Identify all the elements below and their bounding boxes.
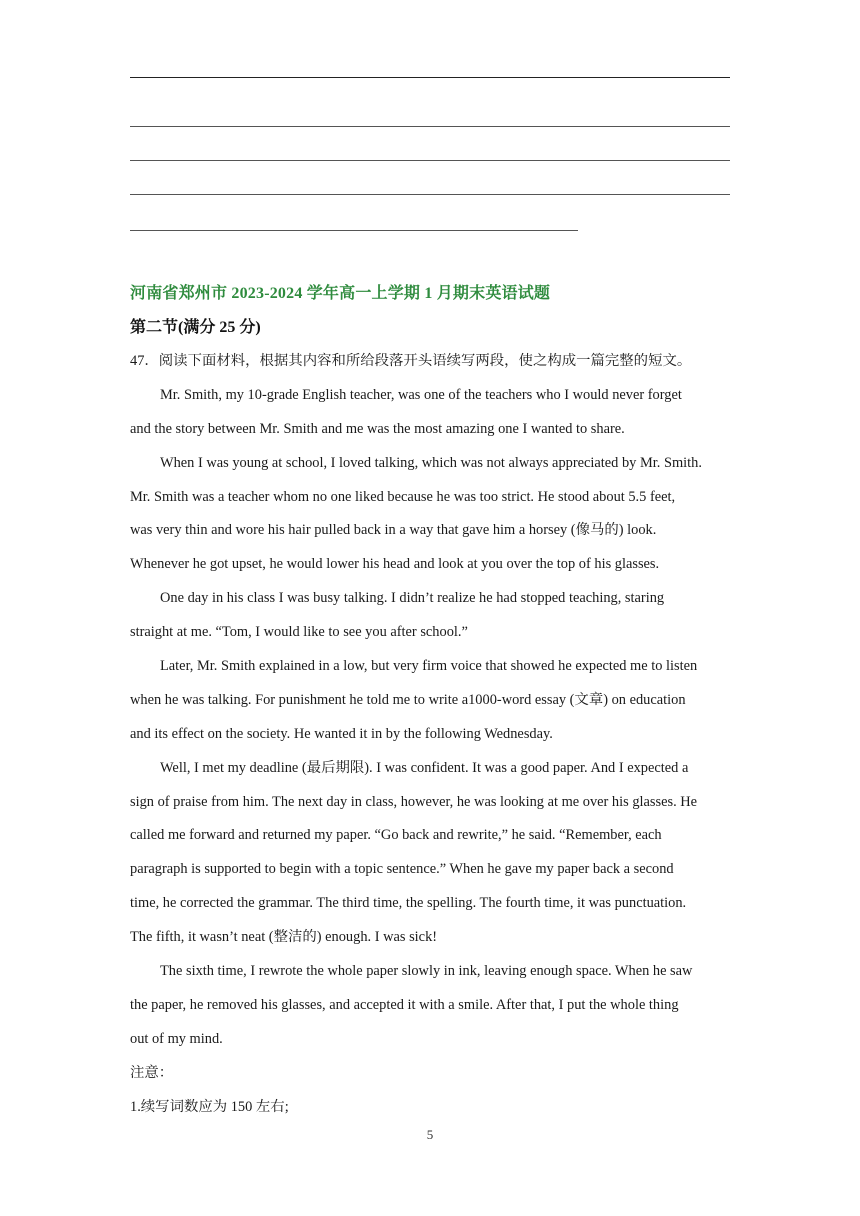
question-instruction: 47．阅读下面材料，根据其内容和所给段落开头语续写两段，使之构成一篇完整的短文。 [130,353,692,369]
passage-line: Later, Mr. Smith explained in a low, but very firm voice that showed he expected me to listen [160,658,698,675]
answer-line [130,194,730,195]
passage-line: The fifth, it wasn’t neat (整洁的) enough. I was sick! [130,929,438,946]
passage-line: when he was talking. For punishment he told me to write a1000-word essay (文章) on education [130,691,686,708]
passage-line: called me forward and returned my paper. “Go back and rewrite,” he said. “Remember, each [130,827,662,844]
page-number: 5 [426,1127,434,1142]
note-item: 1.续写词数应为 150 左右; [130,1098,289,1115]
exam-source-title: 河南省郑州市 2023-2024 学年高一上学期 1 月期末英语试题 [130,285,551,302]
passage-line: One day in his class I was busy talking. I didn’t realize he had stopped teaching, staring [160,590,665,607]
passage-line: and its effect on the society. He wanted it in by the following Wednesday. [130,725,553,742]
passage-line: Mr. Smith was a teacher whom no one liked because he was too strict. He stood about 5.5 feet, [130,488,676,505]
answer-line [130,160,730,161]
passage-line: and the story between Mr. Smith and me was the most amazing one I wanted to share. [130,420,625,437]
question-body [130,345,740,1124]
answer-line [130,230,578,231]
passage-line: time, he corrected the grammar. The third time, the spelling. The fourth time, it was punctuation. [130,895,687,912]
passage-line: straight at me. “Tom, I would like to see you after school.” [130,624,468,641]
passage-line: Mr. Smith, my 10-grade English teacher, was one of the teachers who I would never forget [160,386,682,403]
answer-line [130,126,730,127]
passage-line: paragraph is supported to begin with a topic sentence.” When he gave my paper back a second [130,861,674,878]
passage-line: out of my mind. [130,1030,223,1047]
passage-line: Whenever he got upset, he would lower his head and look at you over the top of his glasses. [130,556,660,573]
passage-line: Well, I met my deadline (最后期限). I was confident. It was a good paper. And I expected a [160,759,689,776]
passage-line: was very thin and wore his hair pulled back in a way that gave him a horsey (像马的) look. [130,522,657,539]
note-label: 注意： [130,1064,174,1081]
passage-line: The sixth time, I rewrote the whole paper slowly in ink, leaving enough space. When he saw [160,963,693,980]
passage-line: the paper, he removed his glasses, and accepted it with a smile. After that, I put the whole thing [130,996,679,1013]
passage-line: When I was young at school, I loved talking, which was not always appreciated by Mr. Smith. [160,454,702,471]
section-heading: 第二节(满分 25 分) [130,319,261,336]
passage-line: sign of praise from him. The next day in class, however, he was looking at me over his glasses. He [130,793,698,810]
top-divider [130,77,730,78]
